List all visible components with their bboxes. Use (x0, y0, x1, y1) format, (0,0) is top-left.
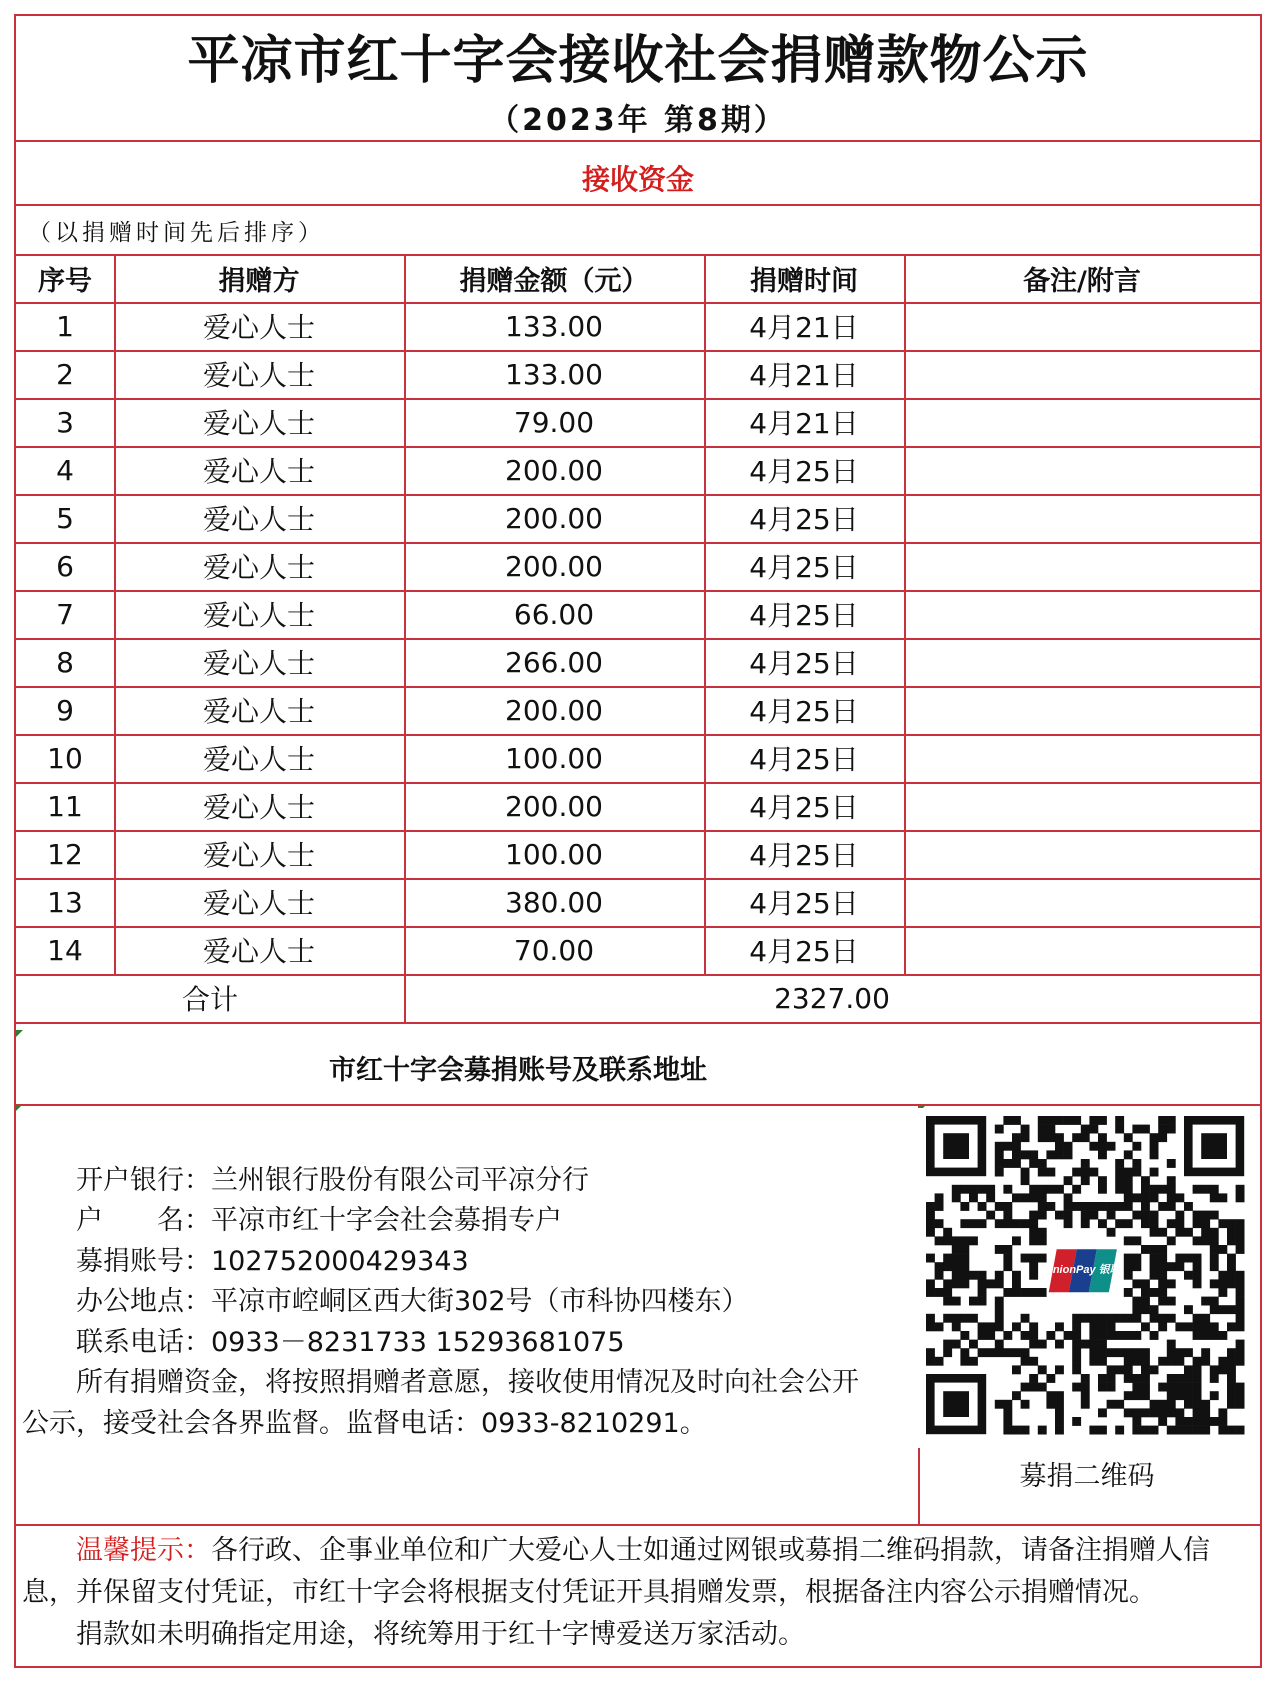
table-row-divider (16, 878, 1260, 880)
table-cell-amount: 100.00 (505, 837, 603, 871)
table-cell-amount: 200.00 (505, 501, 603, 535)
column-header-amount: 捐赠金额（元） (459, 265, 649, 297)
table-cell-donor: 爱心人士 (202, 599, 315, 632)
table-cell-date: 4月21日 (749, 311, 859, 344)
table-cell-amount: 200.00 (505, 549, 603, 583)
table-row-divider (16, 302, 1260, 304)
table-cell-donor: 爱心人士 (202, 791, 315, 824)
table-column-divider (704, 254, 706, 974)
table-cell-seq: 14 (47, 933, 83, 967)
table-cell-donor: 爱心人士 (202, 743, 315, 776)
table-row-divider (16, 782, 1260, 784)
table-cell-donor: 爱心人士 (202, 407, 315, 440)
table-cell-amount: 380.00 (505, 885, 603, 919)
table-cell-date: 4月25日 (749, 839, 859, 872)
total-label: 合计 (181, 983, 238, 1016)
warm-tip (22, 1530, 1254, 1656)
table-cell-seq: 3 (56, 405, 74, 439)
table-cell-amount: 133.00 (505, 357, 603, 391)
total-value: 2327.00 (774, 981, 890, 1015)
table-row-divider (16, 638, 1260, 640)
unionpay-logo-text: UnionPay 银联 (1044, 1263, 1121, 1276)
table-cell-date: 4月25日 (749, 743, 859, 776)
table-cell-seq: 7 (56, 597, 74, 631)
table-row-divider (16, 542, 1260, 544)
contact-section-title: 市红十字会募捐账号及联系地址 (329, 1054, 707, 1086)
table-cell-remark (904, 638, 1260, 686)
qr-code-image (918, 1108, 1254, 1448)
section-title-funds: 接收资金 (581, 163, 694, 196)
table-cell-remark (904, 734, 1260, 782)
table-cell-amount: 133.00 (505, 309, 603, 343)
table-cell-amount: 70.00 (513, 933, 595, 967)
table-row-divider (16, 590, 1260, 592)
table-cell-date: 4月25日 (749, 695, 859, 728)
table-cell-date: 4月21日 (749, 407, 859, 440)
table-cell-amount: 200.00 (505, 789, 603, 823)
account-name: 户 名：平凉市红十字会社会募捐专户 (76, 1205, 562, 1236)
table-cell-donor: 爱心人士 (202, 311, 315, 344)
table-row-divider (16, 734, 1260, 736)
table-row-divider (16, 350, 1260, 352)
qr-code-icon (918, 1108, 1254, 1448)
column-header-date: 捐赠时间 (750, 265, 858, 297)
tip-line-2: 息，并保留支付凭证，市红十字会将根据支付凭证开具捐赠发票，根据备注内容公示捐赠情况。 (22, 1577, 1156, 1608)
column-header-remark: 备注/附言 (1023, 265, 1141, 297)
divider (16, 1524, 1260, 1526)
statement-line-1: 所有捐赠资金，将按照捐赠者意愿，接收使用情况及时向社会公开 (76, 1367, 859, 1398)
table-cell-seq: 8 (56, 645, 74, 679)
table-cell-remark (904, 686, 1260, 734)
cell-marker-icon (16, 1030, 23, 1037)
tip-line-1: 各行政、企事业单位和广大爱心人士如通过网银或募捐二维码捐款，请备注捐赠人信 (211, 1535, 1210, 1566)
table-cell-seq: 6 (56, 549, 74, 583)
table-cell-date: 4月25日 (749, 503, 859, 536)
table-row-divider (16, 446, 1260, 448)
table-cell-remark (904, 782, 1260, 830)
column-header-seq: 序号 (38, 265, 92, 297)
divider (16, 1104, 1260, 1106)
office-address: 办公地点：平凉市崆峒区西大街302号（市科协四楼东） (76, 1286, 749, 1317)
table-cell-donor: 爱心人士 (202, 551, 315, 584)
table-cell-seq: 9 (56, 693, 74, 727)
table-cell-date: 4月25日 (749, 791, 859, 824)
table-row-divider (16, 398, 1260, 400)
table-cell-seq: 2 (56, 357, 74, 391)
table-row-divider (16, 494, 1260, 496)
table-cell-amount: 100.00 (505, 741, 603, 775)
table-cell-date: 4月25日 (749, 887, 859, 920)
table-cell-donor: 爱心人士 (202, 503, 315, 536)
tip-line-3: 捐款如未明确指定用途，将统筹用于红十字博爱送万家活动。 (76, 1619, 805, 1650)
table-cell-seq: 1 (56, 309, 74, 343)
column-header-donor: 捐赠方 (218, 265, 300, 297)
table-row-divider (16, 974, 1260, 976)
table-cell-remark (904, 350, 1260, 398)
table-cell-donor: 爱心人士 (202, 935, 315, 968)
sort-note: （以捐赠时间先后排序） (28, 219, 325, 246)
bank-name: 开户银行：兰州银行股份有限公司平凉分行 (76, 1165, 589, 1196)
issue-subtitle: （2023年 第8期） (489, 103, 787, 138)
table-cell-donor: 爱心人士 (202, 455, 315, 488)
table-cell-remark (904, 446, 1260, 494)
table-cell-date: 4月25日 (749, 647, 859, 680)
table-cell-remark (904, 830, 1260, 878)
qr-caption: 募捐二维码 (1019, 1460, 1155, 1492)
table-cell-date: 4月25日 (749, 551, 859, 584)
table-cell-seq: 13 (47, 885, 83, 919)
table-cell-donor: 爱心人士 (202, 695, 315, 728)
account-number: 募捐账号：102752000429343 (76, 1246, 469, 1277)
table-cell-amount: 200.00 (505, 453, 603, 487)
table-row-divider (16, 686, 1260, 688)
table-cell-remark (904, 542, 1260, 590)
divider (16, 140, 1260, 142)
table-cell-amount: 266.00 (505, 645, 603, 679)
table-cell-seq: 10 (47, 741, 83, 775)
table-cell-seq: 12 (47, 837, 83, 871)
statement-line-2: 公示，接受社会各界监督。监督电话：0933-8210291。 (22, 1408, 707, 1439)
table-cell-remark (904, 590, 1260, 638)
table-cell-donor: 爱心人士 (202, 359, 315, 392)
donation-notice-sheet (14, 14, 1262, 1668)
table-cell-seq: 5 (56, 501, 74, 535)
table-cell-amount: 66.00 (513, 597, 595, 631)
table-cell-seq: 11 (47, 789, 83, 823)
table-cell-remark (904, 302, 1260, 350)
table-cell-remark (904, 926, 1260, 974)
table-row-divider (16, 830, 1260, 832)
contact-phone: 联系电话：0933－8231733 15293681075 (76, 1327, 625, 1358)
table-cell-donor: 爱心人士 (202, 647, 315, 680)
unionpay-logo-icon (1045, 1245, 1123, 1296)
page-title: 平凉市红十字会接收社会捐赠款物公示 (187, 30, 1089, 91)
table-cell-amount: 79.00 (513, 405, 595, 439)
table-column-divider (114, 254, 116, 974)
table-cell-seq: 4 (56, 453, 74, 487)
table-cell-remark (904, 398, 1260, 446)
table-bottom-divider (16, 1022, 1260, 1024)
table-cell-donor: 爱心人士 (202, 887, 315, 920)
table-column-divider (404, 254, 406, 1022)
table-cell-remark (904, 878, 1260, 926)
table-cell-date: 4月21日 (749, 359, 859, 392)
table-cell-amount: 200.00 (505, 693, 603, 727)
table-cell-date: 4月25日 (749, 935, 859, 968)
table-cell-date: 4月25日 (749, 455, 859, 488)
table-cell-donor: 爱心人士 (202, 839, 315, 872)
tip-label: 温馨提示： (76, 1535, 211, 1566)
table-cell-remark (904, 494, 1260, 542)
table-row-divider (16, 926, 1260, 928)
table-column-divider (904, 254, 906, 974)
table-cell-date: 4月25日 (749, 599, 859, 632)
